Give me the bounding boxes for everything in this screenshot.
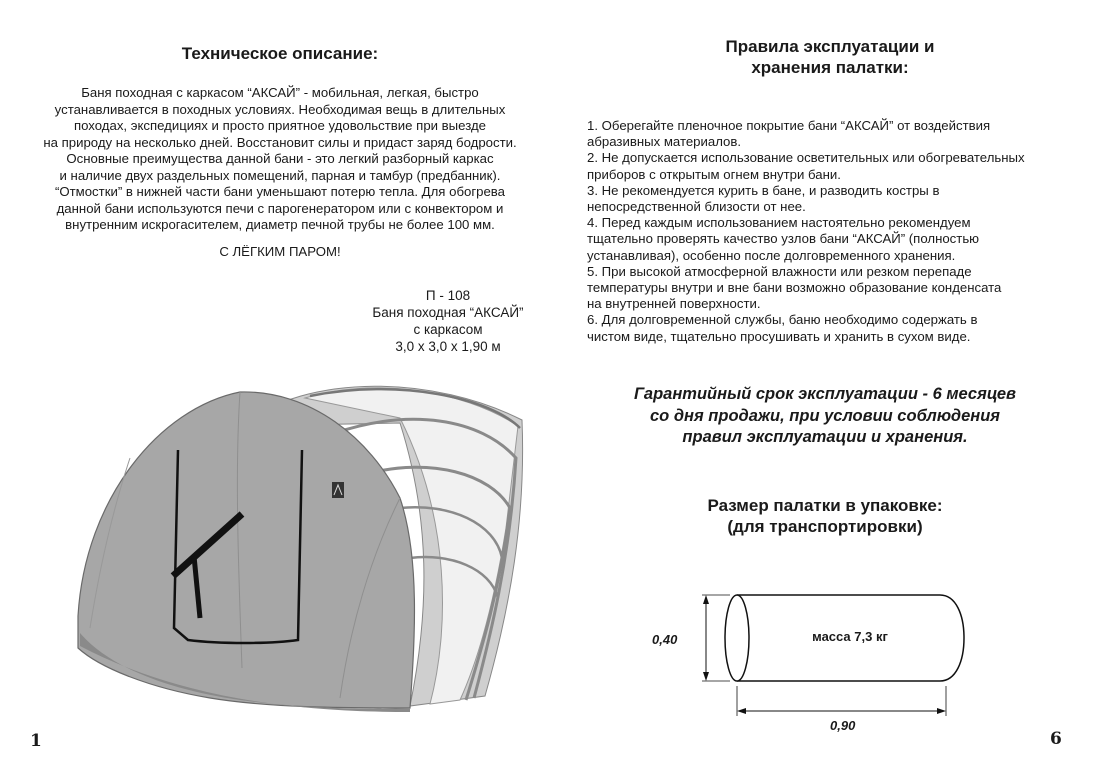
warranty-line: со дня продажи, при условии соблюдения bbox=[649, 406, 1001, 425]
rule-line: 4. Перед каждым использованием настоятельно рекомендуем bbox=[587, 215, 971, 231]
rule-line: непосредственной близости от нее. bbox=[587, 199, 806, 215]
description-line: и наличие двух раздельных помещений, парная и тамбур (предбанник). bbox=[59, 167, 501, 183]
product-info bbox=[330, 287, 566, 355]
package-size-title bbox=[640, 495, 1010, 537]
rule-line: 5. При высокой атмосферной влажности или резком перепаде bbox=[587, 263, 972, 279]
rule-line: 2. Не допускается использование осветительных или обогревательных bbox=[587, 150, 1025, 166]
operating-rules-title-line: Правила эксплуатации и bbox=[725, 37, 935, 56]
rule-line: приборов с открытым огнем внутри бани. bbox=[587, 166, 841, 182]
rule-line: 1. Оберегайте пленочное покрытие бани “АКСАЙ” от воздействия bbox=[587, 118, 991, 133]
technical-description-text bbox=[20, 85, 540, 234]
technical-description-title: Техническое описание: bbox=[181, 44, 379, 63]
package-length-label: 0,90 bbox=[830, 718, 856, 733]
description-line: “Отмостки” в нижней части бани уменьшают потерю тепла. Для обогрева bbox=[54, 184, 506, 199]
rule-line: абразивных материалов. bbox=[587, 134, 742, 150]
rule-line: на внутренней поверхности. bbox=[587, 296, 761, 312]
rule-line: чистом виде, тщательно просушивать и хранить в сухом виде. bbox=[587, 328, 971, 344]
rule-line: 3. Не рекомендуется курить в бане, и разводить костры в bbox=[587, 182, 940, 198]
tent-illustration bbox=[70, 378, 550, 713]
page-number-right: 6 bbox=[1050, 729, 1062, 749]
package-height-label: 0,40 bbox=[652, 632, 678, 647]
operating-rules-title-line: хранения палатки: bbox=[751, 58, 909, 77]
description-line: устанавливается в походных условиях. Необходимая вещь в длительных bbox=[54, 101, 506, 117]
rule-line: температуры внутри и вне бани возможно образование конденсата bbox=[587, 280, 1002, 296]
package-size-title-line: Размер палатки в упаковке: bbox=[707, 496, 943, 515]
page-number-left: 1 bbox=[30, 731, 42, 751]
description-line: данной бани используются печи с парогенератором или с конвектором и bbox=[56, 200, 504, 216]
warranty-line: правил эксплуатации и хранения. bbox=[682, 428, 968, 446]
rule-line: устанавливая), особенно после долговременного хранения. bbox=[587, 247, 956, 263]
rule-line: 6. Для долговременной службы, баню необходимо содержать в bbox=[587, 312, 978, 328]
description-line: Баня походная с каркасом “АКСАЙ” - мобильная, легкая, быстро bbox=[81, 85, 479, 100]
description-line: походах, экспедициях и просто приятное удовольствие при выезде bbox=[73, 118, 486, 133]
operating-rules-title bbox=[620, 36, 1040, 78]
product-code: П - 108 bbox=[425, 288, 471, 303]
package-size-title-line: (для транспортировки) bbox=[727, 517, 923, 536]
description-line: внутренним искрогасителем, диаметр печной трубы не более 100 мм. bbox=[65, 217, 495, 232]
description-line: на природу на несколько дней. Восстановит силы и придаст заряд бодрости. bbox=[43, 134, 517, 150]
rule-line: тщательно проверять качество узлов бани “АКСАЙ” (полностью bbox=[587, 231, 980, 247]
product-name: Баня походная “АКСАЙ” bbox=[372, 305, 524, 320]
operating-rules-list bbox=[587, 118, 1077, 345]
product-frame: с каркасом bbox=[413, 322, 483, 337]
package-cylinder-diagram bbox=[690, 590, 970, 730]
description-line: Основные преимущества данной бани - это легкий разборный каркас bbox=[66, 151, 494, 166]
package-mass-label: масса 7,3 кг bbox=[812, 629, 888, 644]
slogan: С ЛЁГКИМ ПАРОМ! bbox=[219, 244, 341, 259]
warranty-text bbox=[580, 384, 1070, 449]
warranty-line: Гарантийный срок эксплуатации - 6 месяцев bbox=[634, 385, 1016, 403]
product-dimensions: 3,0 х 3,0 х 1,90 м bbox=[395, 339, 501, 354]
